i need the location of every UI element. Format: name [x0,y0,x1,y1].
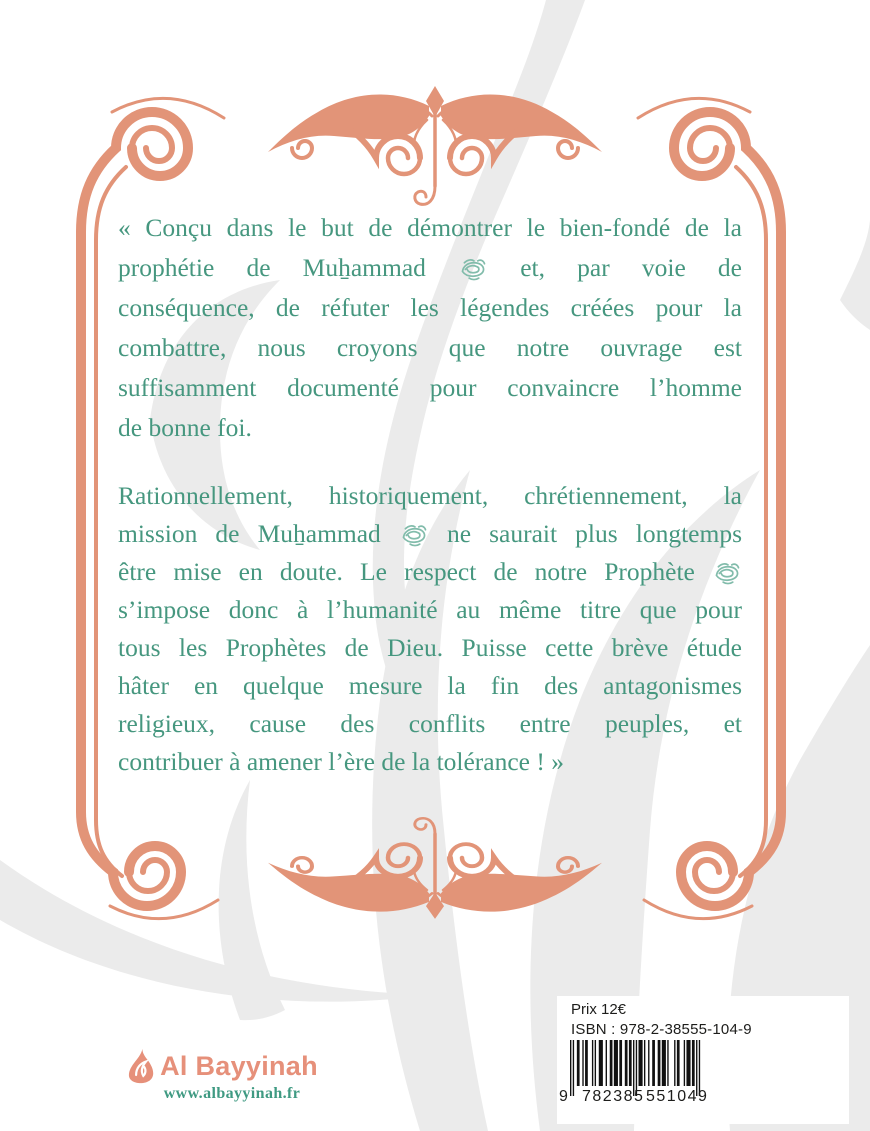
barcode-digit-group: 551049 [646,1088,709,1105]
publisher-logo [118,1048,328,1103]
saw-honorific-icon [712,562,742,585]
saw-honorific-icon [399,524,429,547]
quote-line: Rationnellement, historiquement, chrétiennement, la [118,481,742,510]
barcode-digit-group: 782385 [582,1088,645,1105]
publisher-name: Al Bayyinah [160,1050,318,1081]
quote-line: tous les Prophètes de Dieu. Puisse cette brève étude [118,633,742,662]
quote-line: s’impose donc à l’humanité au même titre que pour [118,595,742,624]
quote-line [118,248,742,288]
quote-line: suffisamment documenté pour convaincre l’homme [118,373,742,402]
frame-corner-bottom-left [81,793,218,919]
flourish-top-center [268,86,602,204]
publisher-website: www.albayyinah.fr [163,1085,301,1102]
back-cover-quote [118,208,742,781]
quote-line [118,515,742,553]
quote-line: de bonne foi. [118,413,252,442]
quote-text: mission de Muẖammad [118,519,381,548]
quote-text: être mise en doute. Le respect de notre Prophète [118,557,695,586]
quote-line: combattre, nous croyons que notre ouvrage est [118,333,742,362]
quote-line: religieux, cause des conflits entre peuples, et [118,709,742,738]
flourish-bottom-center [268,818,602,919]
quote-paragraph-1 [118,208,742,448]
quote-text: et, par voie de [520,253,742,282]
quote-line: conséquence, de réfuter les légendes créées pour la [118,293,742,322]
quote-text: ne saurait plus longtemps [446,519,742,548]
frame-corner-bottom-right [644,793,781,919]
isbn-label: ISBN : 978-2-38555-104-9 [571,1021,752,1038]
price-label: Prix 12€ [571,1001,627,1018]
quote-text: prophétie de Muẖammad [118,253,426,282]
barcode-digit-lead: 9 [559,1088,570,1105]
quote-line: contribuer à amener l’ère de la tolérance ! » [118,747,564,776]
quote-line: hâter en quelque mesure la fin des antagonismes [118,671,742,700]
quote-line: « Conçu dans le but de démontrer le bien-fondé de la [118,213,742,242]
flame-icon [128,1048,155,1084]
quote-line [118,553,742,591]
quote-paragraph-2 [118,477,742,781]
saw-honorific-icon [458,258,488,281]
barcode-label [557,996,849,1124]
